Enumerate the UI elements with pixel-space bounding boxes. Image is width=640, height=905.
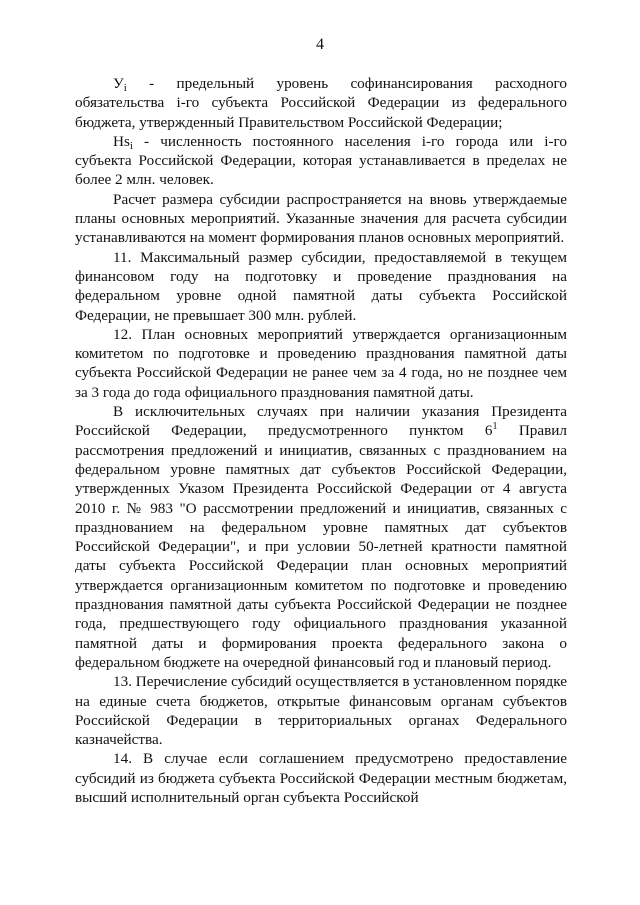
page-number: 4: [316, 36, 324, 53]
paragraph-14: 14. В случае если соглашением предусмотрено предоставление субсидий из бюджета субъекта Российской Федерации местным бюджетам, высший исполнительный орган субъекта Российской: [75, 750, 567, 806]
exceptional-text-end: Правил рассмотрения предложений и инициатив, связанных с празднованием на федеральном уровне памятных дат субъектов Российской Федерации, утвержденных Указом Президента Российской Федерации от 4 августа 2010 г. № 983 "О рассмотрении предложений и инициатив, связанных с празднованием на федеральном уровне памятных дат субъектов Российской Федерации", и при условии 50-летней кратности памятной даты субъекта Российской Федерации план основных мероприятий утверждается организационным комитетом по подготовке и проведению празднования памятной даты субъекта Российской Федерации не позднее года, предшествующего году официального празднования указанной памятной даты и формирования проекта федерального закона о федеральном бюджете на очередной финансовый год и плановый период.: [75, 422, 568, 671]
hs-symbol: Hs: [113, 132, 130, 150]
paragraph-exceptional-cases: [75, 402, 567, 672]
paragraph-y-definition: [75, 74, 567, 132]
hs-definition-text: - численность постоянного населения i-го города или i-го субъекта Российской Федерации, которая устанавливается в пределах не более 2 млн. человек.: [75, 132, 567, 189]
paragraph-hs-definition: [75, 132, 567, 190]
paragraph-calculation-note: Расчет размера субсидии распространяется на вновь утверждаемые планы основных мероприятий. Указанные значения для расчета субсидии устанавливаются на момент формирования планов основных мероприятий.: [75, 190, 567, 247]
document-body: [75, 74, 567, 807]
paragraph-11: 11. Максимальный размер субсидии, предоставляемой в текущем финансовом году на подготовку и проведение празднования на федеральном уровне одной памятной даты субъекта Российской Федерации, не превышает 300 млн. рублей.: [75, 248, 567, 324]
paragraph-13: 13. Перечисление субсидий осуществляется в установленном порядке на единые счета бюджетов, открытые финансовым органам субъектов Российской Федерации в территориальных органах Федерального казначейства.: [75, 673, 567, 749]
exceptional-text-start: В исключительных случаях при наличии указания Президента Российской Федерации, предусмотренного пунктом 6: [75, 403, 567, 440]
hs-index: i: [129, 139, 133, 152]
y-index: i: [123, 82, 127, 94]
footnote-superscript: 1: [492, 421, 498, 433]
y-definition-text: - предельный уровень софинансирования расходного обязательства i-го субъекта Российской Федерации из федерального бюджета, утвержденный Правительством Российской Федерации;: [75, 75, 567, 131]
y-symbol: У: [113, 75, 124, 92]
paragraph-12: 12. План основных мероприятий утверждается организационным комитетом по подготовке и проведению празднования памятной даты субъекта Российской Федерации не ранее чем за 4 года, но не позднее чем за 3 года до года официального празднования памятной даты.: [75, 325, 567, 401]
